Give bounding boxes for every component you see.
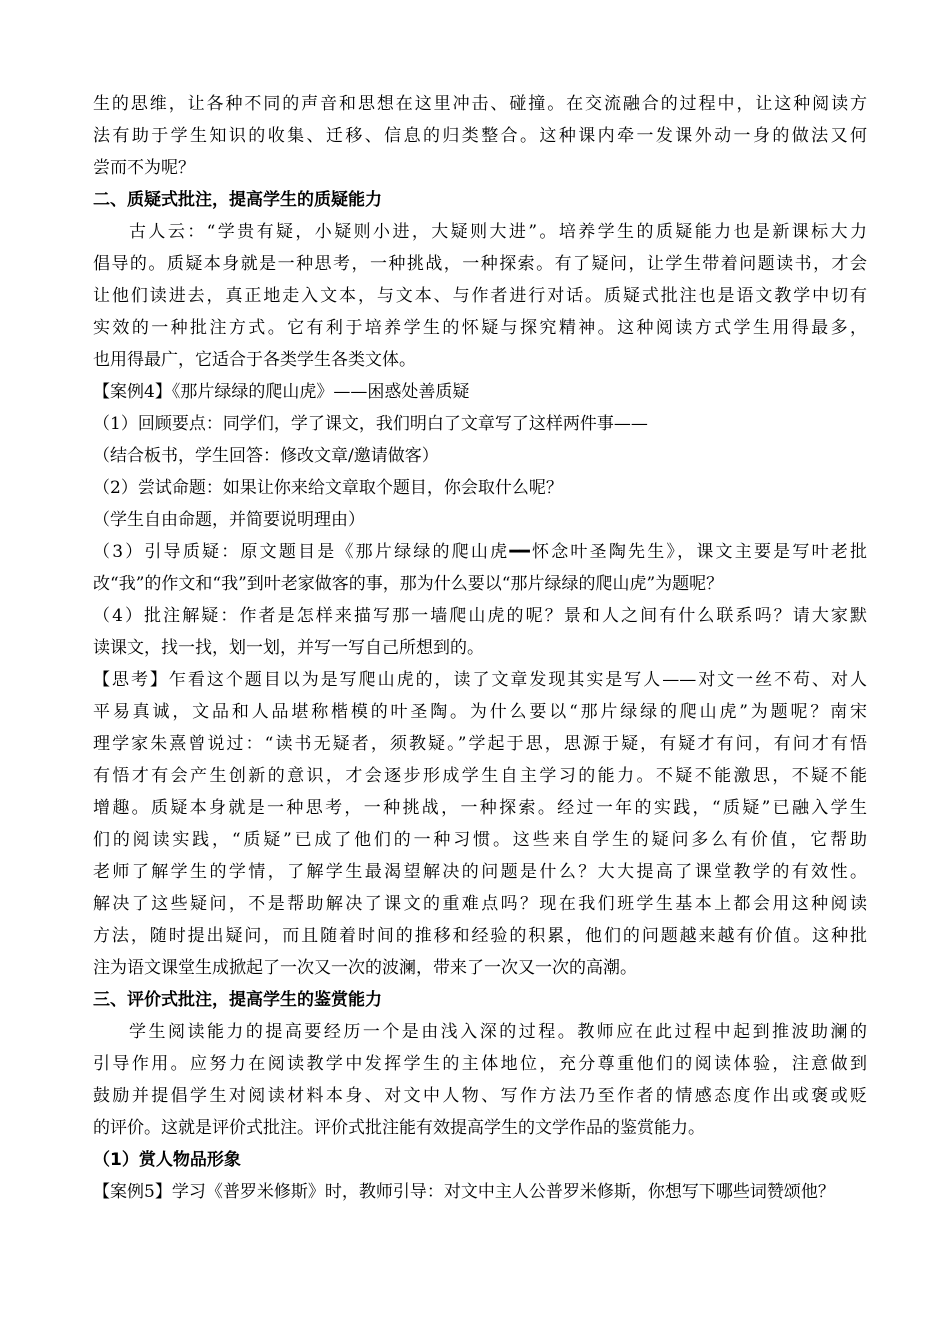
paragraph <box>93 472 867 504</box>
text-line: 平易真诚，文品和人品堪称楷模的叶圣陶。为什么要以“那片绿绿的爬山虎”为题呢？南宋 <box>93 702 867 722</box>
paragraph <box>93 536 867 600</box>
text-line: 尝而不为呢？ <box>93 158 195 178</box>
paragraph <box>93 1176 867 1208</box>
text-line: 鼓励并提倡学生对阅读材料本身、对文中人物、写作方法乃至作者的情感态度作出或褒或贬 <box>93 1086 867 1106</box>
paragraph <box>93 376 867 408</box>
document-page <box>93 88 867 1208</box>
text-line: （4）批注解疑：作者是怎样来描写那一墙爬山虎的呢？景和人之间有什么联系吗？请大家默 <box>93 606 867 626</box>
text-line: 让他们读进去，真正地走入文本，与文本、与作者进行对话。质疑式批注也是语文教学中切有 <box>93 286 867 306</box>
text-line: 法有助于学生知识的收集、迁移、信息的归类整合。这种课内牵一发课外动一身的做法又何 <box>93 126 867 146</box>
text-line: 增趣。质疑本身就是一种思考，一种挑战，一种探索。经过一年的实践，“质疑”已融入学生 <box>93 798 867 818</box>
text-line: （1）回顾要点：同学们，学了课文，我们明白了文章写了这样两件事—— <box>93 414 648 434</box>
text-line: 理学家朱熹曾说过：“读书无疑者，须教疑。”学起于思，思源于疑，有疑才有问，有问才有悟 <box>93 734 867 754</box>
text-line: 有悟才有会产生创新的意识，才会逐步形成学生自主学习的能力。不疑不能激思，不疑不能 <box>93 766 867 786</box>
text-line: 实效的一种批注方式。它有利于培养学生的怀疑与探究精神。这种阅读方式学生用得最多， <box>93 318 867 338</box>
paragraph <box>93 504 867 536</box>
paragraph <box>93 664 867 984</box>
section-heading <box>93 984 867 1016</box>
text-line: 生的思维，让各种不同的声音和思想在这里冲击、碰撞。在交流融合的过程中，让这种阅读方 <box>93 94 867 114</box>
text-line: 学生阅读能力的提高要经历一个是由浅入深的过程。教师应在此过程中起到推波助澜的 <box>129 1022 867 1042</box>
text-line: 古人云：“学贵有疑，小疑则小进，大疑则大进”。培养学生的质疑能力也是新课标大力 <box>129 222 867 242</box>
text-line: 老师了解学生的学情，了解学生最渴望解决的问题是什么？大大提高了课堂教学的有效性。 <box>93 862 867 882</box>
text-line: 二、质疑式批注，提高学生的质疑能力 <box>93 190 382 210</box>
text-line: （1）赏人物品形象 <box>93 1150 241 1170</box>
section-heading <box>93 184 867 216</box>
text-line: （2）尝试命题：如果让你来给文章取个题目，你会取什么呢？ <box>93 478 563 498</box>
text-line: 【思考】乍看这个题目以为是写爬山虎的，读了文章发现其实是写人——对文一丝不苟、对人 <box>93 670 867 690</box>
text-line: （学生自由命题，并简要说明理由） <box>93 510 365 530</box>
text-line: 三、评价式批注，提高学生的鉴赏能力 <box>93 990 382 1010</box>
text-line: 倡导的。质疑本身就是一种思考，一种挑战，一种探索。有了疑问，让学生带着问题读书，才会 <box>93 254 867 274</box>
text-line: 【案例4】《那片绿绿的爬山虎》——困惑处善质疑 <box>93 382 470 402</box>
paragraph <box>93 216 867 376</box>
paragraph <box>93 440 867 472</box>
text-line: 方法，随时提出疑问，而且随着时间的推移和经验的积累，他们的问题越来越有价值。这种批 <box>93 926 867 946</box>
text-line: 改“我”的作文和“我”到叶老家做客的事，那为什么要以“那片绿绿的爬山虎”为题呢？ <box>93 574 724 594</box>
text-line: 引导作用。应努力在阅读教学中发挥学生的主体地位，充分尊重他们的阅读体验，注意做到 <box>93 1054 867 1074</box>
paragraph <box>93 408 867 440</box>
text-line: （结合板书，学生回答：修改文章/邀请做客） <box>93 446 439 466</box>
section-heading <box>93 1144 867 1176</box>
text-line: 的评价。这就是评价式批注。评价式批注能有效提高学生的文学作品的鉴赏能力。 <box>93 1118 705 1138</box>
text-line: 【案例5】学习《普罗米修斯》时，教师引导：对文中主人公普罗米修斯，你想写下哪些词赞颂他？ <box>93 1182 835 1202</box>
paragraph <box>93 600 867 664</box>
text-line: 注为语文课堂生成掀起了一次又一次的波澜，带来了一次又一次的高潮。 <box>93 958 637 978</box>
paragraph <box>93 1016 867 1144</box>
text-line: （3）引导质疑：原文题目是《那片绿绿的爬山虎━━怀念叶圣陶先生》，课文主要是写叶老批 <box>93 542 867 562</box>
text-line: 也用得最广，它适合于各类学生各类文体。 <box>93 350 416 370</box>
text-line: 读课文，找一找，划一划，并写一写自己所想到的。 <box>93 638 484 658</box>
paragraph <box>93 88 867 184</box>
text-line: 解决了这些疑问，不是帮助解决了课文的重难点吗？现在我们班学生基本上都会用这种阅读 <box>93 894 867 914</box>
text-line: 们的阅读实践，“质疑”已成了他们的一种习惯。这些来自学生的疑问多么有价值，它帮助 <box>93 830 867 850</box>
